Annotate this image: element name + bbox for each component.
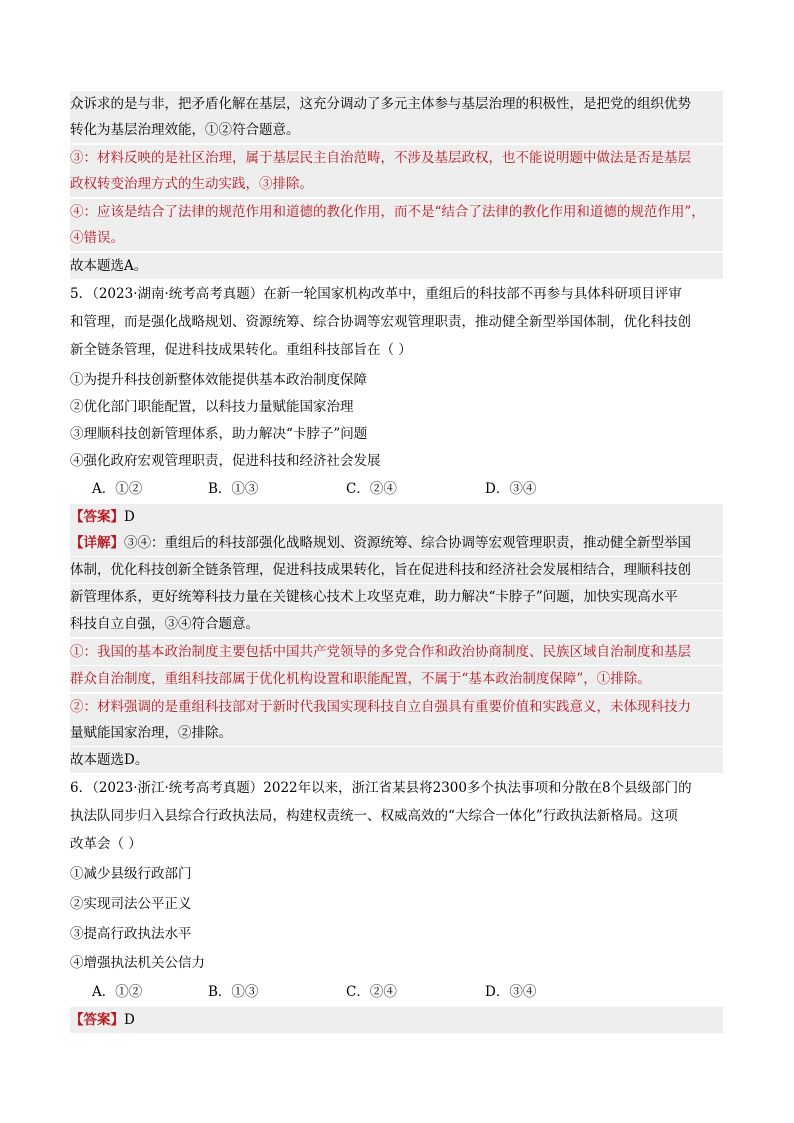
analysis-line: 众诉求的是与非，把矛盾化解在基层，这充分调动了多元主体参与基层治理的积极性，是把党的组织优势 [70,91,723,117]
question-5-option-a: A．①② [92,481,143,497]
question-6-statement: ③提高行政执法水平 [70,926,192,942]
question-6-statement: ②实现司法公平正义 [70,896,192,912]
answer-label: 【答案】 [70,509,124,525]
question-6-stem: 6．（2023·浙江·统考高考真题）2022年以来，浙江省某县将2300多个执法事项和分散在8个县级部门的 [70,780,692,796]
analysis-exclusion-line: 政权转变治理方式的生动实践，③排除。 [70,171,723,197]
question-6-statement: ④增强执法机关公信力 [70,955,205,971]
analysis-exclusion-line: ④错误。 [70,225,723,251]
analysis-conclusion: 故本题选A。 [70,253,723,279]
question-5-stem: 5．（2023·湖南·统考高考真题）在新一轮国家机构改革中，重组后的科技部不再参与具体科研项目评审 [70,286,682,302]
question-5-exclusion-line: 量赋能国家治理，②排除。 [70,720,723,746]
question-5-stem: 和管理，而是强化战略规划、资源统筹、综合协调等宏观管理职责，推动健全新型举国体制，优化科技创 [70,314,691,330]
question-6-stem: 改革会（ ） [70,836,142,852]
analysis-exclusion-line: ③：材料反映的是社区治理，属于基层民主自治范畴，不涉及基层政权，也不能说明题中做法是否是基层 [70,145,723,171]
question-5-detail-line: 新管理体系，更好统筹科技力量在关键核心技术上攻坚克难，助力解决“卡脖子”问题，加快实现高水平 [70,584,723,610]
question-5-statement: ①为提升科技创新整体效能提供基本政治制度保障 [70,372,367,388]
question-5-detail-line: 体制，优化科技创新全链条管理，促进科技成果转化，旨在促进科技和经济社会发展相结合，理顺科技创 [70,557,723,583]
question-5-exclusion-line: ①：我国的基本政治制度主要包括中国共产党领导的多党合作和政治协商制度、民族区域自治制度和基层 [70,639,723,665]
question-6-answer [70,1007,723,1033]
question-5-exclusion-line: 群众自治制度，重组科技部属于优化机构设置和职能配置，不属于“基本政治制度保障”，①排除。 [70,666,723,692]
question-6-option-a: A．①② [92,984,143,1000]
question-6-stem: 执法队同步归入县综合行政执法局，构建权责统一、权威高效的“大综合一体化”行政执法新格局。这项 [70,808,678,824]
question-5-option-d: D．③④ [485,481,537,497]
question-5-option-c: C．②④ [346,481,397,497]
detail-text: ③④：重组后的科技部强化战略规划、资源统筹、综合协调等宏观管理职责，推动健全新型举国 [124,535,691,551]
question-5-stem: 新全链条管理，促进科技成果转化。重组科技部旨在（ ） [70,342,412,358]
question-6-option-c: C．②④ [346,984,397,1000]
question-5-statement: ③理顺科技创新管理体系，助力解决“卡脖子”问题 [70,426,368,442]
question-6-option-b: B．①③ [208,984,259,1000]
question-5-conclusion: 故本题选D。 [70,747,723,773]
answer-label: 【答案】 [70,1012,124,1028]
question-5-statement: ④强化政府宏观管理职责，促进科技和经济社会发展 [70,453,381,469]
question-6-statement: ①减少县级行政部门 [70,866,192,882]
answer-value: D [124,1012,135,1028]
question-5-option-b: B．①③ [208,481,259,497]
answer-value: D [124,509,135,525]
analysis-line: 转化为基层治理效能，①②符合题意。 [70,117,723,143]
question-5-statement: ②优化部门职能配置，以科技力量赋能国家治理 [70,399,354,415]
detail-label: 【详解】 [70,535,124,551]
question-5-answer [70,504,723,530]
question-5-detail [70,530,723,556]
question-5-detail-line: 科技自立自强，③④符合题意。 [70,611,723,637]
question-5-exclusion-line: ②：材料强调的是重组科技部对于新时代我国实现科技自立自强具有重要价值和实践意义，未体现科技力 [70,694,723,720]
question-6-option-d: D．③④ [485,984,537,1000]
analysis-exclusion-line: ④：应该是结合了法律的规范作用和道德的教化作用，而不是“结合了法律的教化作用和道德的规范作用”， [70,199,723,225]
